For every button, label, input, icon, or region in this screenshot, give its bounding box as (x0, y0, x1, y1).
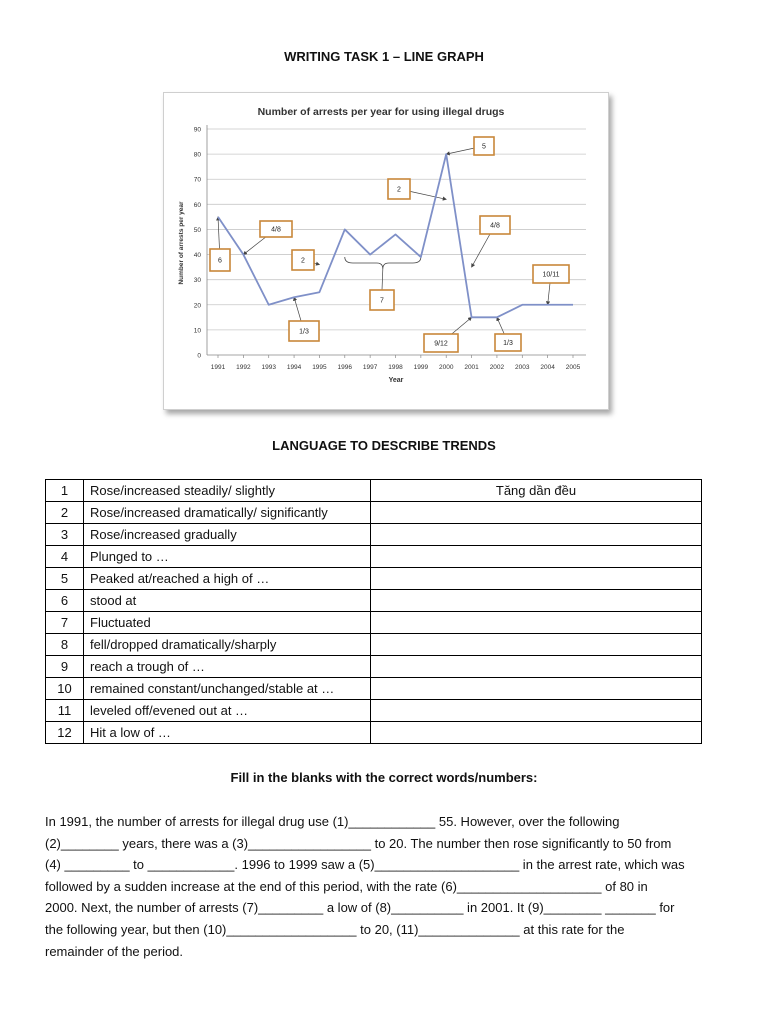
row-number: 1 (46, 480, 84, 502)
passage-line: (4) _________ to ____________. 1996 to 1999 saw a (5)____________________ in the arrest rate, which was (45, 857, 685, 873)
x-tick-label: 1995 (312, 364, 327, 371)
x-tick-label: 2000 (438, 364, 454, 371)
row-translation[interactable] (371, 590, 702, 612)
table-row (46, 722, 702, 744)
annotation-label: 10/11 (542, 271, 560, 279)
x-tick-label: 1993 (261, 364, 276, 371)
annotation-arrow (472, 234, 490, 267)
x-tick-label: 1997 (362, 364, 378, 371)
row-term: Rose/increased dramatically/ significantly (84, 502, 371, 524)
row-term: Hit a low of … (84, 722, 371, 744)
annotation-label: 1/3 (503, 340, 513, 347)
x-tick-label: 1991 (210, 364, 226, 371)
x-tick-label: 1996 (337, 364, 353, 371)
row-translation[interactable] (371, 678, 702, 700)
y-tick-label: 20 (193, 302, 201, 310)
trend-language-table (45, 479, 702, 744)
row-term: reach a trough of … (84, 656, 371, 678)
row-term: fell/dropped dramatically/sharply (84, 634, 371, 656)
annotation-arrow (314, 263, 319, 265)
row-number: 2 (46, 502, 84, 524)
table-row (46, 656, 702, 678)
row-term: Rose/increased steadily/ slightly (84, 480, 371, 502)
row-translation[interactable] (371, 612, 702, 634)
annotation-label: 4/8 (271, 226, 281, 234)
annotation-label: 5 (482, 143, 486, 151)
annotation-label: 4/8 (490, 222, 500, 230)
row-number: 8 (46, 634, 84, 656)
page-title: WRITING TASK 1 – LINE GRAPH (284, 49, 484, 64)
y-tick-label: 80 (193, 151, 201, 159)
annotation-label: 7 (380, 297, 384, 305)
passage-line: followed by a sudden increase at the end of this period, with the rate (6)____________________ of 80 in (45, 878, 648, 894)
fill-in-passage (45, 811, 735, 962)
row-translation[interactable] (371, 568, 702, 590)
section-title: LANGUAGE TO DESCRIBE TRENDS (272, 438, 496, 453)
annotation-label: 2 (397, 186, 401, 194)
passage-line: In 1991, the number of arrests for illegal drug use (1)____________ 55. However, over the following (45, 814, 620, 829)
annotation-label: 1/3 (299, 328, 309, 336)
y-tick-label: 0 (197, 352, 201, 360)
table-row (46, 634, 702, 656)
annotation-bracket (345, 257, 421, 269)
annotation-arrow (218, 217, 219, 249)
y-tick-label: 50 (193, 226, 201, 234)
y-tick-label: 70 (193, 176, 201, 184)
y-tick-label: 10 (193, 327, 201, 335)
passage-line: the following year, but then (10)__________________ to 20, (11)______________ at this rate for the (45, 921, 625, 937)
row-number: 3 (46, 524, 84, 546)
line-chart (164, 93, 608, 409)
annotation-arrow (243, 237, 265, 255)
row-number: 7 (46, 612, 84, 634)
table-row (46, 568, 702, 590)
row-translation[interactable]: Tăng dần đều (371, 480, 702, 502)
row-number: 6 (46, 590, 84, 612)
x-tick-label: 2005 (565, 364, 581, 371)
row-translation[interactable] (371, 722, 702, 744)
row-translation[interactable] (371, 700, 702, 722)
chart-annotations (210, 137, 569, 352)
row-translation[interactable] (371, 546, 702, 568)
row-number: 12 (46, 722, 84, 744)
x-tick-label: 1999 (413, 364, 429, 371)
row-term: remained constant/unchanged/stable at … (84, 678, 371, 700)
x-tick-label: 2001 (464, 364, 479, 371)
row-term: stood at (84, 590, 371, 612)
table-row (46, 480, 702, 502)
annotation-label: 9/12 (434, 340, 448, 348)
y-axis-label: Number of arrests per year (178, 201, 185, 285)
x-tick-label: 1992 (236, 364, 251, 371)
annotation-arrow (294, 297, 301, 321)
passage-line: remainder of the period. (45, 943, 184, 959)
y-tick-label: 90 (193, 126, 201, 134)
table-row (46, 612, 702, 634)
annotation-label: 6 (218, 257, 222, 265)
table-row (46, 700, 702, 722)
exercise-title: Fill in the blanks with the correct words/numbers: (230, 770, 538, 785)
table-row (46, 678, 702, 700)
x-tick-label: 2002 (489, 364, 505, 371)
row-translation[interactable] (371, 524, 702, 546)
annotation-arrow (452, 317, 472, 334)
chart-title: Number of arrests per year for using illegal drugs (257, 106, 505, 118)
annotation-arrow (548, 283, 550, 305)
y-tick-label: 30 (193, 277, 201, 285)
y-tick-label: 60 (193, 201, 201, 209)
row-translation[interactable] (371, 656, 702, 678)
table-row (46, 590, 702, 612)
row-number: 11 (46, 700, 84, 722)
row-number: 9 (46, 656, 84, 678)
row-number: 5 (46, 568, 84, 590)
x-tick-label: 2004 (540, 364, 555, 371)
annotation-arrow (497, 317, 504, 334)
annotation-bracket-stem (382, 269, 383, 290)
table-row (46, 502, 702, 524)
table-row (46, 524, 702, 546)
chart-axes (194, 125, 586, 371)
annotation-label: 2 (301, 257, 305, 265)
row-term: Fluctuated (84, 612, 371, 634)
row-translation[interactable] (371, 502, 702, 524)
row-term: Peaked at/reached a high of … (84, 568, 371, 590)
row-translation[interactable] (371, 634, 702, 656)
annotation-arrow (446, 148, 474, 154)
y-tick-label: 40 (193, 252, 201, 260)
row-term: Rose/increased gradually (84, 524, 371, 546)
x-tick-label: 1998 (388, 364, 403, 371)
passage-line: 2000. Next, the number of arrests (7)_________ a low of (8)__________ in 2001. It (9)________ _______ for (45, 900, 675, 916)
annotation-arrow (410, 191, 446, 199)
row-number: 10 (46, 678, 84, 700)
x-axis-label: Year (388, 377, 404, 384)
x-tick-label: 2003 (515, 364, 530, 371)
row-number: 4 (46, 546, 84, 568)
table-row (46, 546, 702, 568)
line-chart-frame (163, 92, 609, 410)
passage-line: (2)________ years, there was a (3)_________________ to 20. The number then rose significantly to 50 from (45, 835, 672, 851)
row-term: leveled off/evened out at … (84, 700, 371, 722)
row-term: Plunged to … (84, 546, 371, 568)
x-tick-label: 1994 (286, 364, 302, 371)
